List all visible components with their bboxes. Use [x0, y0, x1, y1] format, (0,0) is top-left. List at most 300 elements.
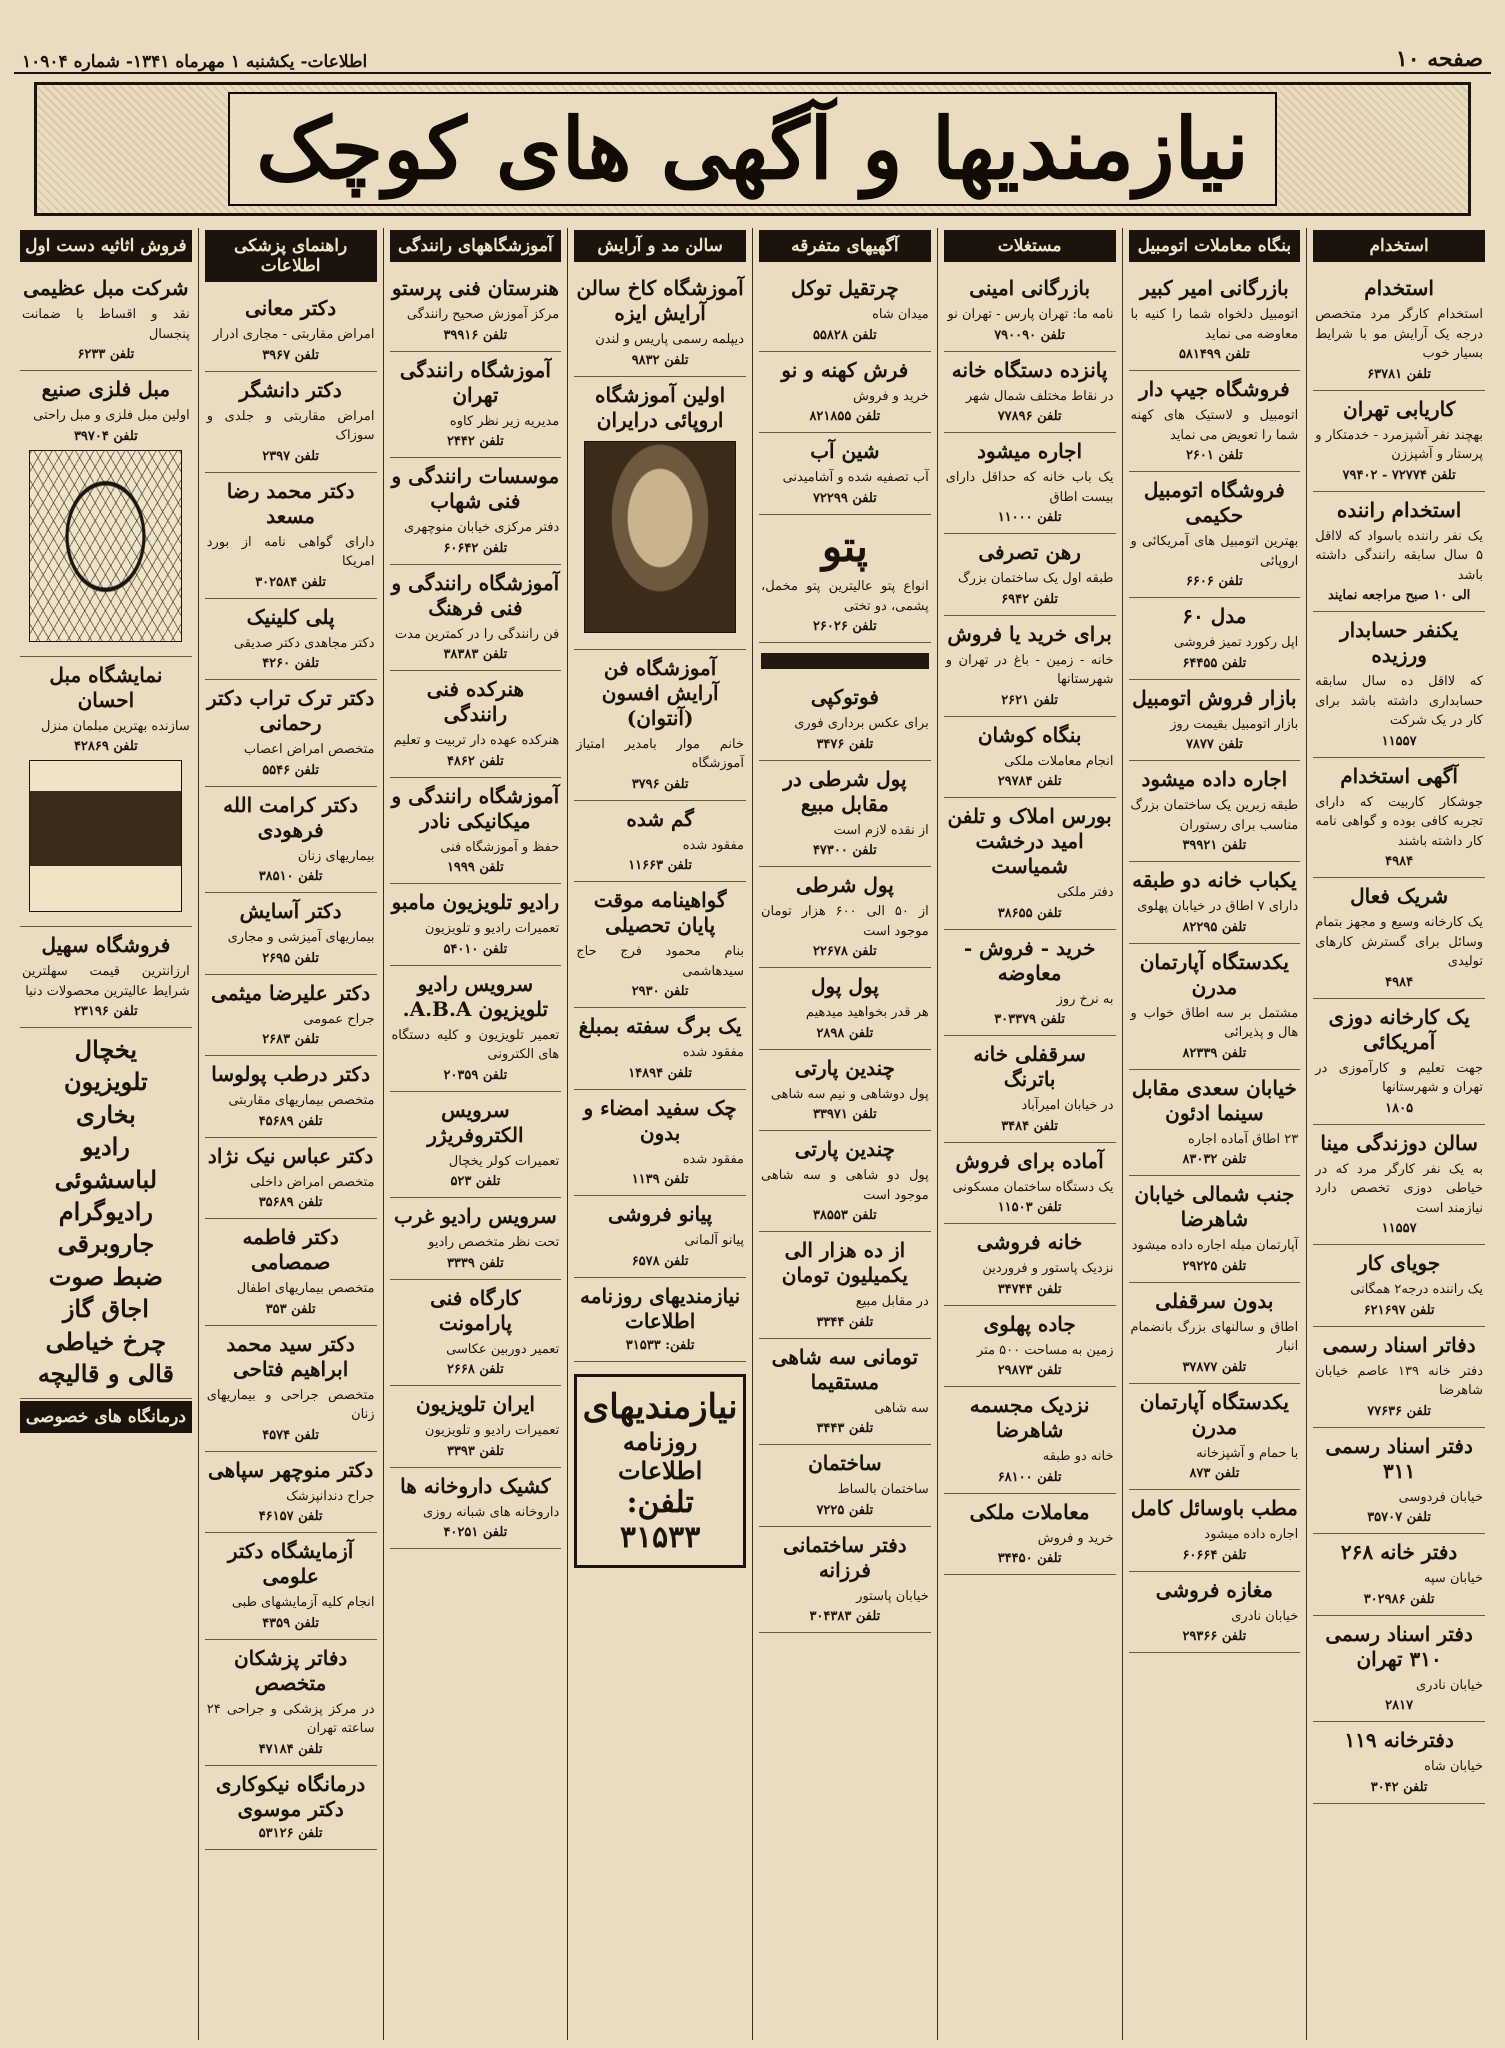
ad-body: مفقود شده [682, 837, 744, 853]
masthead [34, 82, 1471, 216]
classified-ad [574, 1008, 746, 1090]
classified-ad [205, 1056, 377, 1138]
column-heading: فروش اثاثیه دست اول [20, 230, 192, 262]
ad-title: آگهی استخدام [1340, 763, 1458, 788]
top-info-bar [14, 44, 1491, 74]
ad-phone: تلفن: ۳۱۵۳۳ [625, 1337, 695, 1353]
ad-phone: تلفن ۸۲۳۳۹ [1182, 1045, 1247, 1061]
ad-phone: ۲۸۱۷ [1385, 1698, 1414, 1713]
ad-phone: تلفن ۲۳۱۹۶ [73, 1004, 138, 1019]
ad-phone: تلفن ۲۳۹۷ [262, 448, 320, 464]
ad-phone: تلفن ۲۰۳۵۹ [443, 1067, 508, 1083]
ad-title: پلی کلینیک [246, 604, 335, 629]
ad-body: اجاره داده میشود [1204, 1527, 1299, 1542]
ad-title: پیانو فروشی [608, 1202, 713, 1226]
ad-phone: ۴۹۸۴ [1385, 854, 1414, 869]
classified-ad [390, 270, 562, 352]
store-item: یخچال [74, 1035, 138, 1064]
ad-body: اپل رکورد تمیز فروشی [1173, 635, 1299, 650]
ad-title: سرویس رادیو تلویزیون A.B.A. [402, 971, 549, 1021]
ad-title: مغازه فروشی [1155, 1577, 1273, 1602]
store-item: ضبط صوت [48, 1261, 163, 1291]
classified-ad [944, 1143, 1116, 1225]
ad-title: دکتر آسایش [239, 899, 342, 923]
ad-title: پتو [821, 521, 868, 571]
classified-ad [205, 975, 377, 1057]
ad-title: یک برگ سفته بمبلغ [578, 1014, 742, 1038]
classified-ad [1129, 1384, 1301, 1491]
classified-ad [20, 270, 192, 371]
classified-ad [205, 1452, 377, 1534]
ad-body: جوشکار کاربیت که دارای تجربه کافی بوده و گواهی نامه کار داشته باشند [1315, 794, 1483, 849]
ad-phone: تلفن ۷۹۰۰۹۰ [994, 327, 1066, 343]
ad-title: یک کارخانه دوزی آمریکائی [1328, 1004, 1470, 1054]
classified-ad [390, 671, 562, 778]
ad-title: معاملات ملکی [969, 1499, 1090, 1524]
classified-ad [1313, 270, 1485, 391]
ad-phone: تلفن ۳۹۹۱۶ [443, 327, 508, 343]
classified-ad [390, 1468, 562, 1550]
classified-ad [1129, 680, 1301, 762]
classified-ad [390, 458, 562, 565]
ad-body: به یک نفر کارگر مرد که در خیاطی دوزی تخصص دارد نیازمند است [1315, 1161, 1483, 1216]
classified-ad [759, 1232, 931, 1339]
classified-ad [1313, 612, 1485, 758]
ad-body: هنرکده عهده دار تربیت و تعلیم [393, 733, 560, 748]
classified-ad [390, 884, 562, 966]
classified-ad [759, 968, 931, 1050]
ad-title: بازرگانی امیر کبیر [1140, 276, 1289, 300]
ad-title: دکتر کرامت الله فرهودی [223, 792, 359, 842]
ad-phone: تلفن ۳۳۳۹ [446, 1255, 504, 1271]
ad-phone: تلفن ۸۲۲۹۵ [1182, 919, 1247, 935]
ad-title: سالن دوزندگی مینا [1320, 1130, 1478, 1155]
ad-title: آموزشگاه رانندگی تهران [399, 357, 551, 407]
ad-body: انواع پتو عالیترین پتو مخمل، پشمی، دو تختی [761, 579, 929, 614]
ad-title: فرش کهنه و نو [781, 357, 909, 382]
ad-body: خیابان پاستور [856, 1588, 929, 1604]
ad-title: فروشگاه جیپ دار [1139, 377, 1290, 401]
classified-ad [574, 1278, 746, 1362]
ad-title: بازرگانی امینی [969, 276, 1091, 300]
classified-ad [205, 1533, 377, 1640]
store-items-list [20, 1028, 192, 1399]
classified-ad [1313, 1245, 1485, 1327]
ad-phone: تلفن ۳۸۵۱۰ [258, 869, 323, 884]
ad-body: سازنده بهترین مبلمان منزل [41, 718, 190, 734]
column-heading: سالن مد و آرایش [574, 230, 746, 262]
ad-title: دکتر معانی [245, 296, 337, 320]
ads-box-line2: روزنامه اطلاعات [617, 1427, 703, 1486]
ad-body: امراض مقاربتی - مجاری ادرار [213, 327, 375, 342]
ad-body: اولین مبل فلزی و مبل راحتی [33, 408, 190, 423]
column-car-dealers [1122, 228, 1307, 2040]
ad-title: فوتوکپی [810, 685, 879, 709]
ad-phone: تلفن ۶۰۶۶۴ [1182, 1547, 1247, 1563]
classified-ad [20, 927, 192, 1028]
ad-phone: تلفن ۳۰۴۳۸۳ [809, 1609, 881, 1624]
store-item: چرخ خیاطی [45, 1326, 167, 1356]
ad-body: مفقود شده [682, 1151, 744, 1167]
ad-body: مدیریه زیر نظر کاوه [449, 413, 560, 429]
ad-title: آموزشگاه رانندگی و فنی فرهنگ [391, 570, 560, 620]
ad-phone: تلفن ۳۹۶۷ [262, 347, 320, 363]
ad-body: ۲۳ اطاق آماده اجاره [1188, 1131, 1299, 1147]
ads-box-phone: تلفن: ۳۱۵۳۳ [619, 1485, 701, 1556]
ad-phone: تلفن ۳۰۲۵۸۴ [255, 574, 327, 590]
ad-title: کارگاه فنی پارامونت [430, 1285, 521, 1335]
ad-phone: تلفن ۳۷۸۷۷ [1182, 1359, 1247, 1375]
ad-body: نقد و اقساط با ضمانت پنجسال [22, 307, 190, 342]
ad-body: دفتر مرکزی خیابان منوچهری [404, 520, 560, 535]
classified-ad [205, 787, 377, 894]
ad-title: مطب باوسائل کامل [1130, 1496, 1298, 1520]
ad-phone: تلفن ۳۰۲۹۸۶ [1363, 1591, 1435, 1607]
ad-body: ارزانترین قیمت سهلترین شرایط عالیترین محصولات دنیا [22, 964, 190, 999]
store-item: قالی و قالیچه [37, 1358, 174, 1388]
store-items [22, 1034, 190, 1390]
ad-phone: تلفن ۴۷۱۸۴ [258, 1741, 323, 1757]
ad-phone: تلفن ۲۹۸۷۳ [997, 1363, 1062, 1378]
ad-title: نیازمندیهای روزنامه اطلاعات [580, 1283, 741, 1333]
ad-title: ایران تلویزیون [415, 1392, 535, 1416]
ad-title: چندین پارتی [794, 1137, 895, 1161]
ad-body: خیابان سپه [1424, 1571, 1483, 1586]
ad-body: از نقده لازم است [833, 822, 929, 838]
ad-body: تعمیر تلویزیون و کلیه دستگاه های الکترونی [391, 1027, 560, 1062]
portrait-photo [584, 441, 736, 633]
ad-body: یک نفر راننده باسواد که لااقل ۵ سال سابقه رانندگی داشته باشد [1315, 528, 1483, 583]
ad-phone: تلفن ۷۲۷۷۴ - ۷۹۴۰۲ [1342, 467, 1456, 483]
column-driving-schools [383, 228, 568, 2040]
ad-title: چرتقیل توکل [790, 276, 899, 300]
ad-title: بدون سرقفلی [1155, 1288, 1274, 1313]
ad-phone: تلفن ۴۵۶۸۹ [258, 1113, 323, 1129]
ad-title: خیابان سعدی مقابل سینما ادئون [1131, 1075, 1297, 1125]
ad-phone: تلفن ۷۲۲۹۹ [812, 490, 877, 506]
ad-phone: تلفن ۴۵۷۴ [262, 1427, 320, 1443]
ad-title: بورس املاک و تلفن امید درخشت شمیاست [947, 804, 1112, 878]
ad-title: گواهینامه موقت پایان تحصیلی [593, 888, 727, 937]
classified-ad [759, 1445, 931, 1527]
classified-ad [759, 270, 931, 352]
ad-phone: تلفن ۶۳۷۸۱ [1367, 366, 1432, 382]
ad-body: دفتر خانه ۱۳۹ عاصم خیابان شاهرضا [1315, 1363, 1483, 1398]
chair-illustration [29, 450, 182, 642]
ad-phone: تلفن ۳۷۹۶ [631, 776, 689, 792]
ad-phone: تلفن ۶۲۱۶۹۷ [1363, 1302, 1435, 1318]
ad-body: از ۵۰ الی ۶۰۰ هزار تومان موجود است [761, 904, 929, 939]
ad-title: فروشگاه اتومبیل حکیمی [1143, 478, 1285, 527]
ad-body: دفتر ملکی [1056, 885, 1114, 900]
classified-ad [1313, 1534, 1485, 1616]
ad-body: بهچند نفر آشپزمرد - خدمتکار و پرستار و آشپززن [1315, 427, 1483, 462]
classified-ad [1129, 1283, 1301, 1384]
ad-phone: تلفن ۲۲۶۷۸ [812, 944, 877, 959]
ad-body: یک باب خانه که حداقل دارای بیست اطاق [945, 470, 1114, 505]
ad-body: طبقه اول یک ساختمان بزرگ [958, 571, 1114, 586]
classified-ad [1313, 492, 1485, 613]
classified-ad [944, 433, 1116, 534]
ad-phone: تلفن ۶۸۱۰۰ [997, 1469, 1062, 1485]
ad-title: رهن تصرفی [978, 540, 1081, 564]
ad-body: خانه دو طبقه [1042, 1449, 1114, 1464]
ad-body: دارای ۷ اطاق در خیابان پهلوی [1137, 899, 1299, 914]
ad-body: خیابان نادری [1416, 1677, 1483, 1693]
ad-phone: تلفن ۳۴۴۳ [816, 1421, 874, 1436]
ad-body: یک راننده درجه۲ همگانی [1350, 1282, 1483, 1297]
ad-phone: تلفن ۵۸۱۴۹۹ [1178, 347, 1250, 362]
column-furniture [14, 228, 198, 2040]
ad-title: دفتر خانه ۲۶۸ [1340, 1540, 1458, 1564]
classified-ad [1313, 1428, 1485, 1535]
store-item: بخاری [75, 1099, 136, 1129]
ad-title: کاریابی تهران [1343, 396, 1456, 421]
ad-phone: تلفن ۳۸۳۸۳ [443, 647, 508, 662]
classified-ad [1313, 758, 1485, 879]
classified-ad [759, 433, 931, 515]
ad-phone: تلفن ۹۸۳۲ [631, 352, 689, 368]
store-item: تلویزیون [64, 1067, 148, 1097]
ad-body: خرید و فروش [1037, 1530, 1114, 1546]
ad-phone: تلفن ۱۹۹۹ [446, 860, 504, 875]
ad-body: خیابان شاه [1424, 1759, 1483, 1774]
ad-body: اتومبیل دلخواه شما را کنیه با معاوضه می نماید [1130, 307, 1299, 342]
classified-ad [205, 1138, 377, 1220]
ad-title: رادیو تلویزیون مامبو [391, 890, 560, 914]
ad-body: اطاق و سالنهای بزرگ بانضمام انبار [1130, 1319, 1299, 1354]
ad-body: اتومبیل و لاستیک های کهنه شما را تعویض می نماید [1130, 408, 1299, 443]
store-item: اجاق گاز [62, 1294, 149, 1324]
classified-ad [1313, 1125, 1485, 1246]
classified-ad [1129, 270, 1301, 371]
ad-title: آموزشگاه فن آرایش افسون (آنتوان) [601, 655, 719, 730]
ad-body: تعمیرات رادیو و تلویزیون [424, 1423, 560, 1438]
ad-body: بنام محمود فرج حاج سیدهاشمی [576, 944, 744, 979]
ad-title: آموزشگاه رانندگی و میکانیکی نادر [391, 783, 560, 833]
classified-ad [759, 679, 931, 761]
classified-ad [759, 761, 931, 868]
classified-ad [574, 650, 746, 801]
ad-body: داروخانه های شبانه روزی [422, 1504, 560, 1520]
classified-ad [944, 1306, 1116, 1388]
ad-phone: ۴۹۸۴ [1385, 974, 1414, 990]
classified-ad [759, 1339, 931, 1446]
column-heading: بنگاه معاملات اتومبیل [1129, 230, 1301, 262]
column-beauty [567, 228, 752, 2040]
ad-title: فروشگاه سهیل [41, 933, 171, 957]
ad-title: اجاره میشود [977, 439, 1083, 463]
ad-title: درمانگاه نیکوکاری دکتر موسوی [215, 1771, 366, 1821]
ad-title: آموزشگاه کاخ سالن آرایش ایزه [576, 276, 744, 325]
classified-ad [1313, 1722, 1485, 1804]
classified-ad [1129, 1572, 1301, 1654]
page-number: صفحه ۱۰ [1395, 46, 1483, 72]
ad-title: جویای کار [1358, 1251, 1441, 1275]
classified-ad [1129, 944, 1301, 1070]
classified-ad [574, 1090, 746, 1197]
ad-title: دکتر سید محمد ابراهیم فتاحی [226, 1331, 355, 1381]
ad-body: بیماریهای زنان [297, 848, 375, 864]
ad-body: مشتمل بر سه اطاق خواب و هال و پذیرائی [1130, 1005, 1299, 1040]
ad-phone: تلفن ۲۹۳۰ [631, 984, 689, 999]
ad-phone: تلفن ۳۵۷۰۷ [1367, 1510, 1432, 1525]
classified-ad [759, 1050, 931, 1132]
ad-body: خرید و فروش [853, 388, 929, 404]
ad-title: موسسات رانندگی و فنی شهاب [391, 464, 560, 513]
ad-title: دفتر ساختمانی فرزانه [783, 1532, 907, 1582]
ad-title: خانه فروشی [976, 1230, 1083, 1254]
ad-body: متخصص امراض اعصاب [243, 742, 375, 757]
classified-ad [574, 801, 746, 883]
ad-phone: تلفن ۴۲۸۶۹ [73, 739, 138, 754]
ad-title: دکتر علیرضا میثمی [211, 980, 371, 1005]
ad-title: آماده برای فروش [955, 1148, 1104, 1173]
ad-phone: تلفن ۶۰۶۴۲ [443, 540, 508, 556]
classified-ad [944, 270, 1116, 352]
ad-phone: تلفن ۱۱۵۰۳ [997, 1200, 1062, 1215]
ad-body: خانم موار بامدیر امتیاز آموزشگاه [576, 736, 744, 771]
ad-phone: تلفن ۲۹۲۲۵ [1182, 1258, 1247, 1274]
classified-ad [390, 966, 562, 1092]
ad-phone: تلفن ۴۸۶۲ [446, 753, 504, 769]
ad-phone: تلفن ۶۶۰۶ [1185, 574, 1243, 589]
ad-body: پول دوشاهی و نیم سه شاهی [770, 1086, 929, 1102]
newspaper-page [14, 10, 1491, 2040]
ad-title: جنب شمالی خیابان شاهرضا [1134, 1182, 1295, 1231]
ad-phone: تلفن ۲۸۹۸ [816, 1025, 874, 1041]
ad-body: طبقه زیرین یک ساختمان بزرگ مناسب برای رستوران [1130, 798, 1299, 833]
ad-phone: تلفن ۷۲۲۵ [816, 1502, 874, 1518]
ad-title: بازار فروش اتومبیل [1132, 685, 1297, 710]
ad-phone: تلفن ۶۲۳۳ [77, 347, 135, 362]
ad-title: بنگاه کوشان [977, 722, 1082, 747]
ad-body: در نقاط مختلف شمال شهر [965, 388, 1114, 404]
ad-body: جراح دندانپزشک [286, 1488, 375, 1504]
ad-title: پول شرطی در مقابل مبیع [783, 766, 907, 816]
ad-phone: تلفن ۳۰۳۳۷۹ [994, 1012, 1066, 1027]
ad-body: متخصص بیماریهای مقاربتی [228, 1093, 375, 1108]
ad-body: در خیابان امیرآباد [1021, 1098, 1114, 1113]
classified-ad [574, 377, 746, 650]
ad-title: هنرکده فنی رانندگی [426, 677, 525, 726]
ad-phone: تلفن ۳۸۵۵۳ [812, 1208, 877, 1223]
classified-ad [1313, 1616, 1485, 1723]
classified-ad [1129, 1176, 1301, 1283]
classified-ad [574, 882, 746, 1008]
ad-phone: تلفن ۳۴۷۶ [816, 736, 874, 752]
classified-ad [205, 1640, 377, 1766]
ad-body: دارای گواهی نامه از بورد امریکا [206, 534, 375, 569]
ad-body: بهترین اتومبیل های آمریکائی و اروپائی [1130, 534, 1299, 569]
ad-body: تحت نظر متخصص رادیو [428, 1235, 560, 1250]
ad-phone: تلفن ۳۰۴۲ [1370, 1779, 1428, 1795]
classified-ad [390, 1280, 562, 1387]
classified-ad [205, 599, 377, 681]
classified-ad [20, 657, 192, 928]
ad-body: پول دو شاهی و سه شاهی موجود است [761, 1168, 929, 1203]
ad-phone: تلفن ۲۶۹۵ [262, 950, 320, 966]
classified-ad [205, 290, 377, 372]
newspaper-ads-box [574, 1374, 746, 1569]
ad-phone: تلفن ۷۷۶۳۶ [1367, 1403, 1432, 1419]
ad-body: زمین به مساحت ۵۰۰ متر [976, 1342, 1114, 1358]
ad-title: دکتر محمد رضا مسعد [226, 478, 355, 528]
classified-ad [205, 1766, 377, 1850]
classified-ad [1129, 472, 1301, 598]
classified-ad [205, 893, 377, 975]
ad-phone: تلفن ۸۳۰۳۲ [1182, 1152, 1247, 1167]
ad-body: جهت تعلیم و کارآموزی در تهران و شهرستانها [1315, 1060, 1483, 1095]
ad-title: آزمایشگاه دکتر علومی [227, 1539, 354, 1588]
ad-body: متخصص بیماریهای اطفال [236, 1281, 375, 1296]
column-heading: آموزشگاههای رانندگی [390, 230, 562, 262]
ad-body: بازار اتومبیل بقیمت روز [1170, 716, 1299, 732]
ad-body: خیابان فردوسی [1398, 1489, 1483, 1505]
ad-phone: تلفن ۸۷۳ [1189, 1466, 1240, 1481]
ad-phone: تلفن ۴۳۵۹ [262, 1615, 320, 1631]
ad-phone: تلفن ۵۲۳ [450, 1174, 501, 1189]
ad-title: شین آب [810, 439, 880, 463]
classified-ad [20, 371, 192, 657]
classified-ad [205, 680, 377, 787]
ad-body: یک کارخانه وسیع و مجهز بتمام وسائل برای گسترش کارهای تولیدی [1315, 915, 1483, 969]
ad-phone: تلفن ۳۴۴۵۰ [997, 1551, 1062, 1566]
ad-phone: تلفن ۳۵۶۸۹ [258, 1195, 323, 1210]
ad-phone: ۱۱۵۵۷ [1381, 1221, 1417, 1236]
classified-ad [944, 1494, 1116, 1576]
ad-phone: تلفن ۷۸۷۷ [1185, 737, 1243, 752]
classified-ad [759, 515, 931, 644]
ad-body: دکتر مجاهدی دکتر صدیقی [233, 635, 375, 651]
ad-body: به نرخ روز [1056, 991, 1114, 1007]
ad-body: که لااقل ده سال سابقه حسابداری داشته باشد برای کار در یک شرکت [1315, 674, 1483, 728]
ad-title: چک سفید امضاء و بدون [583, 1095, 737, 1145]
column-heading: آگهیهای متفرقه [759, 230, 931, 262]
store-item: رادیوگرام [58, 1196, 153, 1226]
ad-title: خرید - فروش - معاوضه [963, 935, 1096, 985]
ad-phone: تلفن ۴۰۲۵۱ [443, 1525, 508, 1540]
ad-phone: تلفن ۳۴۸۴ [1001, 1118, 1059, 1134]
classified-ad [944, 1387, 1116, 1494]
classified-ad [205, 1219, 377, 1326]
classified-ad [1129, 598, 1301, 680]
ad-phone: تلفن ۴۲۶۰ [262, 656, 320, 671]
ad-title: اجاره داده میشود [1141, 767, 1288, 791]
ad-body: آپارتمان مبله اجاره داده میشود [1131, 1238, 1299, 1253]
ad-title: گم شده [626, 806, 694, 831]
classified-ad [1313, 878, 1485, 999]
ad-phone: ۱۸۰۵ [1385, 1100, 1414, 1116]
ad-phone: تلفن ۳۹۷۰۴ [73, 428, 138, 444]
ad-phone: تلفن ۲۹۳۶۶ [1182, 1629, 1247, 1644]
ad-title: یکدستگاه آپارتمان مدرن [1139, 1389, 1290, 1439]
ad-phone: تلفن ۲۴۴۲ [446, 434, 504, 449]
classified-ad [205, 473, 377, 599]
classified-ad [205, 372, 377, 473]
ad-body: میدان شاه [872, 307, 929, 322]
ad-title: پانزده دستگاه خانه [951, 357, 1108, 382]
classified-ad [390, 352, 562, 459]
ad-title: شرکت مبل عظیمی [23, 276, 189, 300]
ad-title: دفاتر پزشکان متخصص [233, 1645, 348, 1695]
ads-box-line1: نیازمندیهای [582, 1386, 738, 1427]
classified-ad [944, 798, 1116, 930]
ad-phone: الی ۱۰ صبح مراجعه نمایند [1327, 588, 1471, 603]
classified-ad [390, 565, 562, 672]
ad-title: از ده هزار الی یکمیلیون تومان [781, 1238, 908, 1287]
ad-phone: تلفن ۳۵۳ [265, 1301, 316, 1317]
